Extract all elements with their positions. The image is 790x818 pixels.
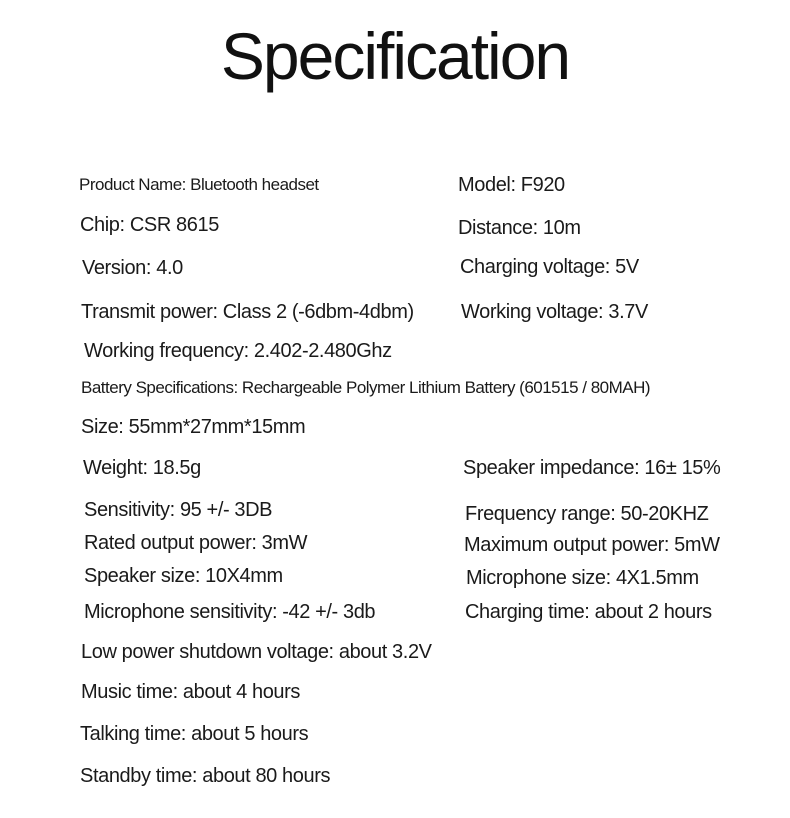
spec-version: Version: 4.0: [82, 257, 183, 279]
spec-sensitivity: Sensitivity: 95 +/- 3DB: [84, 499, 273, 521]
spec-talking-time: Talking time: about 5 hours: [80, 723, 309, 745]
page-title: Specification: [220, 19, 570, 93]
spec-battery: Battery Specifications: Rechargeable Polymer Lithium Battery (601515 / 80MAH): [81, 378, 651, 397]
spec-speaker-impedance: Speaker impedance: 16± 15%: [463, 457, 721, 479]
spec-chip: Chip: CSR 8615: [80, 214, 219, 236]
spec-frequency-range: Frequency range: 50-20KHZ: [465, 503, 709, 525]
spec-working-frequency: Working frequency: 2.402-2.480Ghz: [84, 340, 392, 362]
spec-standby-time: Standby time: about 80 hours: [80, 765, 331, 787]
spec-product-name: Product Name: Bluetooth headset: [79, 175, 319, 194]
spec-microphone-sensitivity: Microphone sensitivity: -42 +/- 3db: [84, 601, 376, 623]
spec-working-voltage: Working voltage: 3.7V: [461, 301, 648, 323]
spec-size: Size: 55mm*27mm*15mm: [81, 416, 306, 438]
spec-microphone-size: Microphone size: 4X1.5mm: [466, 567, 699, 589]
spec-low-power-shutdown: Low power shutdown voltage: about 3.2V: [81, 641, 432, 663]
spec-transmit-power: Transmit power: Class 2 (-6dbm-4dbm): [81, 301, 414, 323]
spec-speaker-size: Speaker size: 10X4mm: [84, 565, 283, 587]
spec-distance: Distance: 10m: [458, 217, 581, 239]
spec-music-time: Music time: about 4 hours: [81, 681, 300, 703]
spec-charging-voltage: Charging voltage: 5V: [460, 256, 639, 278]
spec-maximum-output-power: Maximum output power: 5mW: [464, 534, 720, 556]
spec-model: Model: F920: [458, 174, 565, 196]
spec-weight: Weight: 18.5g: [83, 457, 201, 479]
spec-charging-time: Charging time: about 2 hours: [465, 601, 712, 623]
spec-rated-output-power: Rated output power: 3mW: [84, 532, 308, 554]
